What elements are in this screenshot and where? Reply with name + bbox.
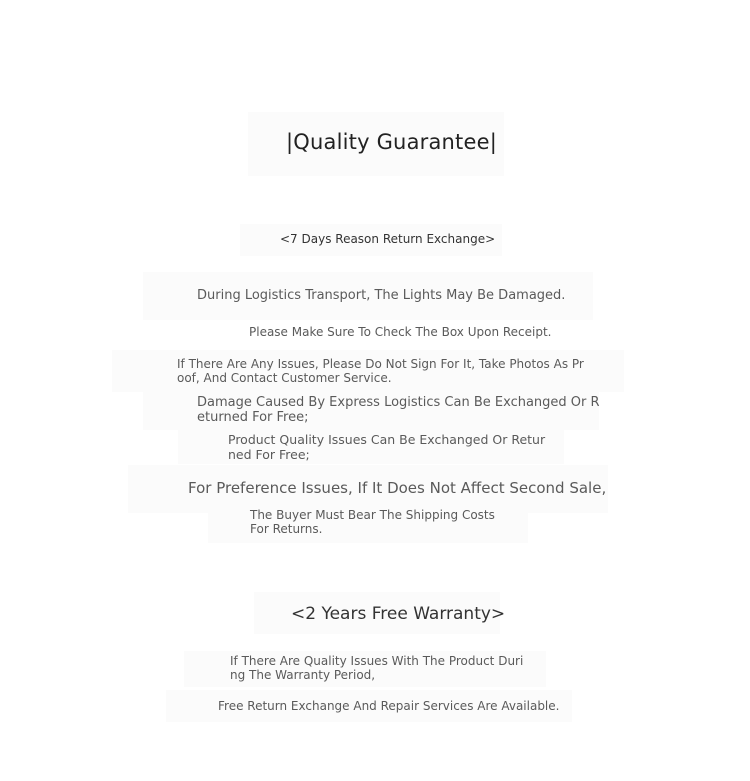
warranty-heading: <2 Years Free Warranty>	[291, 604, 506, 624]
express-damage-text: Damage Caused By Express Logistics Can Be Exchanged Or R eturned For Free;	[197, 395, 600, 425]
free-service-text: Free Return Exchange And Repair Services Are Available.	[218, 699, 560, 713]
check-box-text: Please Make Sure To Check The Box Upon Receipt.	[249, 325, 552, 339]
quality-issues-text: Product Quality Issues Can Be Exchanged Or Retur ned For Free;	[228, 432, 546, 462]
buyer-shipping-text: The Buyer Must Bear The Shipping Costs For Returns.	[250, 508, 495, 536]
page-title: |Quality Guarantee|	[286, 130, 498, 154]
return-exchange-heading: <7 Days Reason Return Exchange>	[280, 232, 496, 246]
issues-contact-text: If There Are Any Issues, Please Do Not Sign For It, Take Photos As Pr oof, And Contact Customer Service.	[177, 357, 584, 385]
warranty-period-text: If There Are Quality Issues With The Product Duri ng The Warranty Period,	[230, 654, 524, 682]
transport-damage-text: During Logistics Transport, The Lights May Be Damaged.	[197, 288, 566, 303]
preference-issues-text: For Preference Issues, If It Does Not Affect Second Sale,	[188, 479, 607, 497]
